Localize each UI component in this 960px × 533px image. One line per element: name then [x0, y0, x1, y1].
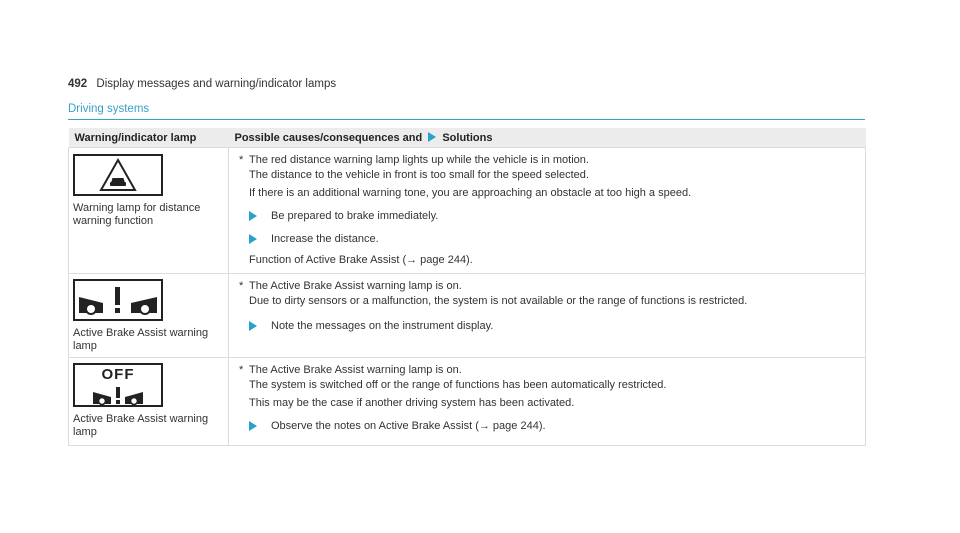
cause-text: This may be the case if another driving system has been activated.: [249, 397, 575, 409]
description-cell: [229, 148, 866, 274]
section-title: Driving systems: [68, 103, 150, 115]
table-row: [69, 358, 866, 446]
table-header-row: [69, 128, 866, 148]
page-header: [68, 78, 336, 90]
bullet-star: *: [239, 154, 244, 166]
solution-arrow-icon: [249, 421, 257, 431]
cause-text: The distance to the vehicle in front is too small for the speed selected.: [249, 169, 589, 181]
section-divider: [68, 119, 865, 120]
lamp-cell: [69, 148, 229, 274]
column-header-solutions-label: Solutions: [442, 131, 493, 144]
solution-step: [239, 319, 859, 334]
bullet-star: *: [239, 364, 244, 376]
warning-lamp-table: [68, 128, 866, 446]
page-number: 492: [68, 78, 88, 90]
description-cell: [229, 274, 866, 358]
page-header-title: Display messages and warning/indicator lamps: [96, 78, 337, 90]
solution-arrow-icon: [428, 132, 436, 142]
solution-step-text: Increase the distance.: [271, 233, 379, 245]
table-row: [69, 274, 866, 358]
solution-step: [239, 209, 859, 224]
cause-text: The red distance warning lamp lights up while the vehicle is in motion.: [249, 154, 589, 166]
cause-text: The Active Brake Assist warning lamp is on.: [249, 280, 462, 292]
lamp-label: Active Brake Assist warning lamp: [73, 327, 209, 352]
solution-step-text: Be prepared to brake immediately.: [271, 210, 439, 222]
lamp-cell: [69, 274, 229, 358]
solution-arrow-icon: [249, 234, 257, 244]
lamp-label: Active Brake Assist warning lamp: [73, 413, 209, 438]
cause-text: Due to dirty sensors or a malfunction, the system is not available or the range of functions is restricted.: [249, 295, 748, 307]
column-header-causes: [229, 128, 866, 148]
column-header-causes-label: Possible causes/consequences and: [234, 131, 423, 144]
solution-step-text: Note the messages on the instrument display.: [271, 320, 494, 332]
bullet-star: *: [239, 280, 244, 292]
cause-text: The system is switched off or the range of functions has been automatically restricted.: [249, 379, 667, 391]
off-label: OFF: [101, 366, 135, 383]
cross-reference[interactable]: Function of Active Brake Assist (→ page 244).: [249, 254, 473, 266]
solution-arrow-icon: [249, 211, 257, 221]
cause-text: If there is an additional warning tone, you are approaching an obstacle at too high a speed.: [249, 187, 692, 199]
description-cell: [229, 358, 866, 446]
solution-arrow-icon: [249, 321, 257, 331]
lamp-label: Warning lamp for distance warning function: [73, 202, 201, 227]
active-brake-assist-off-icon: [73, 363, 163, 407]
cause-text: The Active Brake Assist warning lamp is on.: [249, 364, 462, 376]
column-header-lamp: Warning/indicator lamp: [69, 128, 229, 148]
distance-warning-lamp-icon: [73, 154, 163, 196]
active-brake-assist-warning-icon: [73, 279, 163, 321]
lamp-cell: [69, 358, 229, 446]
solution-step: [239, 232, 859, 247]
table-row: [69, 148, 866, 274]
solution-step: [239, 419, 859, 434]
solution-step-text[interactable]: Observe the notes on Active Brake Assist (→ page 244).: [271, 420, 546, 432]
